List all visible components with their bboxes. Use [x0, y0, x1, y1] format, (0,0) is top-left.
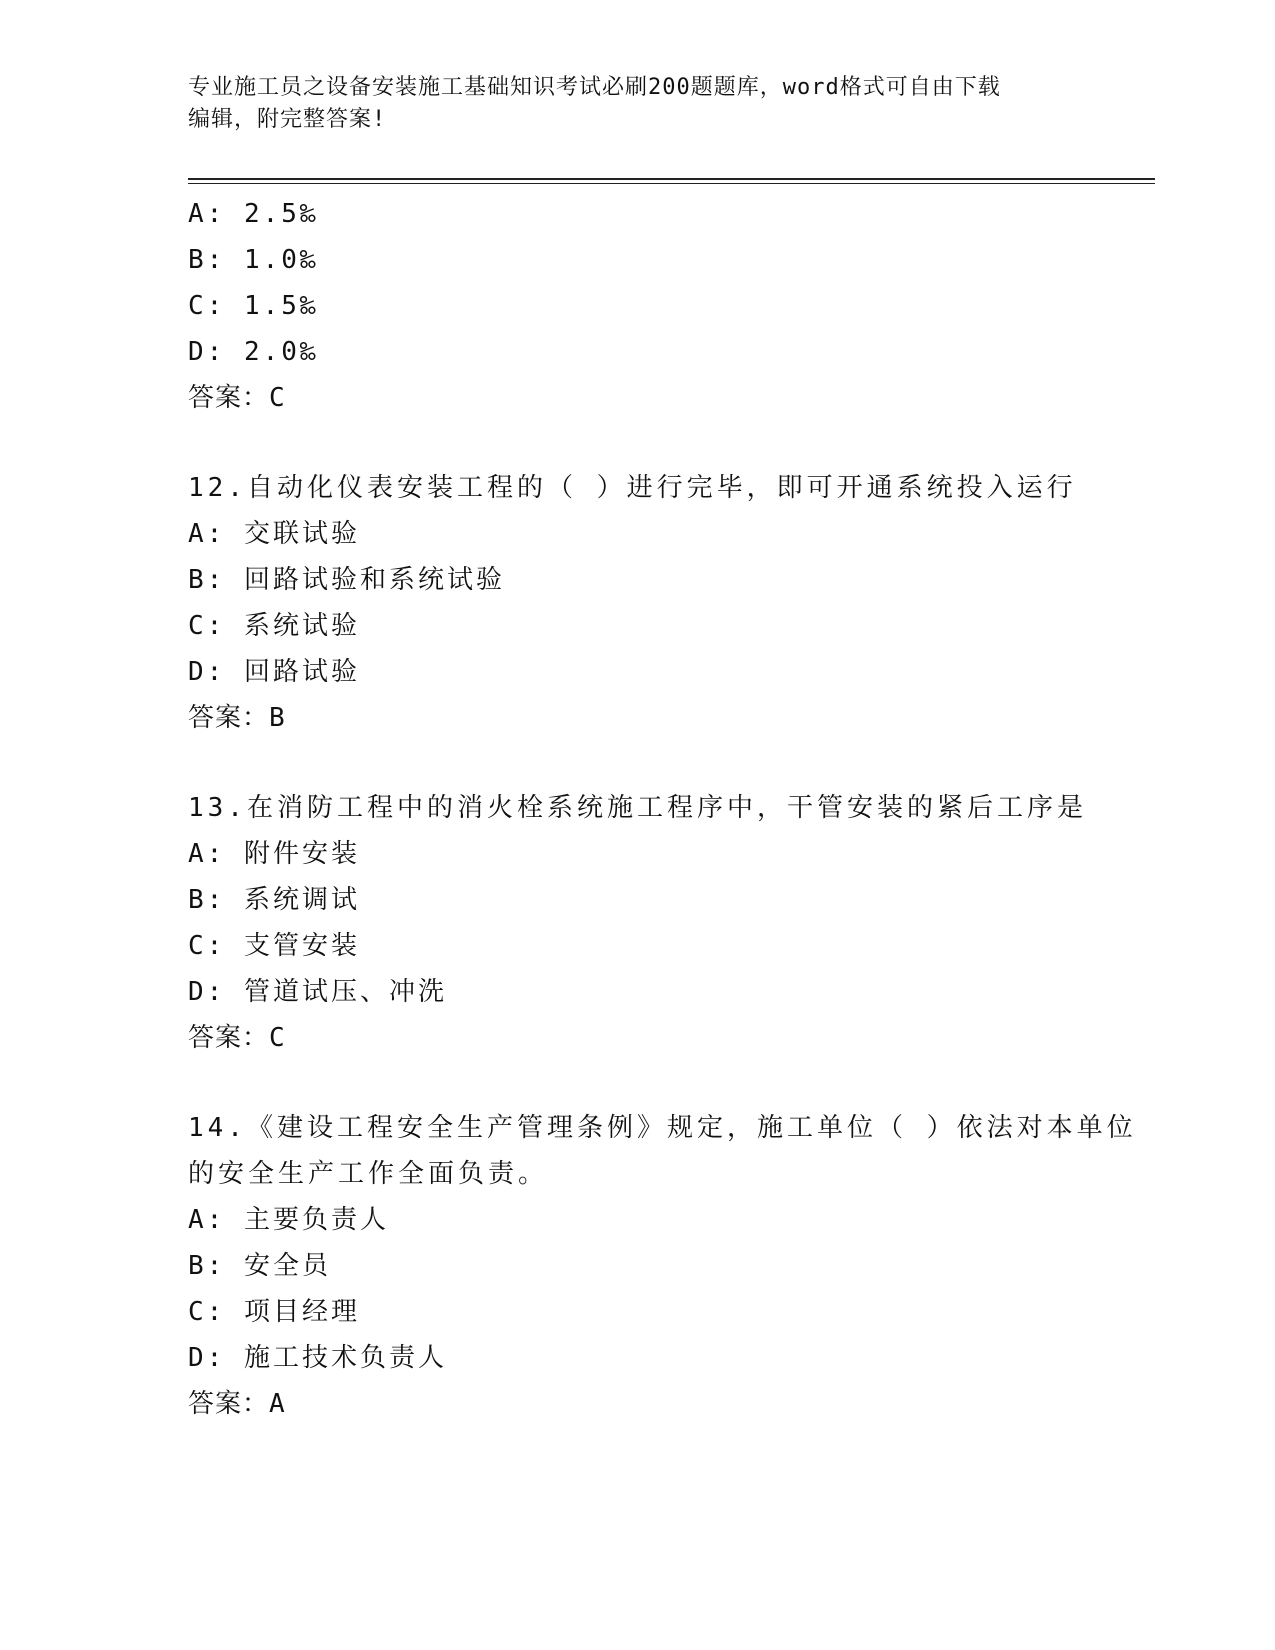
answer-line	[188, 1381, 1148, 1427]
option-d: D: 2.0‰	[188, 337, 319, 367]
answer-value: C	[269, 383, 286, 413]
question-block-11-fragment	[188, 191, 1148, 421]
option-b: B: 回路试验和系统试验	[188, 565, 505, 595]
question-block-12	[188, 465, 1148, 741]
question-text: 12.自动化仪表安装工程的（ ）进行完毕，即可开通系统投入运行	[188, 473, 1077, 503]
spacer	[188, 1061, 1148, 1105]
header-line-1: 专业施工员之设备安装施工基础知识考试必刷200题题库，word格式可自由下载	[188, 75, 1001, 100]
option-b: B: 安全员	[188, 1251, 331, 1281]
option-d: D: 回路试验	[188, 657, 360, 687]
document-header	[188, 72, 1068, 136]
option-d: D: 施工技术负责人	[188, 1343, 447, 1373]
header-line-2: 编辑，附完整答案!	[188, 107, 387, 132]
option-a: A: 交联试验	[188, 519, 360, 549]
question-block-13	[188, 785, 1148, 1061]
header-divider-thin	[188, 183, 1155, 184]
option-b: B: 系统调试	[188, 885, 360, 915]
answer-value: A	[269, 1389, 286, 1419]
answer-value: B	[269, 703, 286, 733]
answer-line	[188, 695, 1148, 741]
option-c: C: 系统试验	[188, 611, 360, 641]
option-a: A: 2.5‰	[188, 199, 319, 229]
spacer	[188, 741, 1148, 785]
option-a: A: 附件安装	[188, 839, 360, 869]
answer-line	[188, 1015, 1148, 1061]
question-text: 14.《建设工程安全生产管理条例》规定，施工单位（ ）依法对本单位的安全生产工作全面负责。	[188, 1113, 1137, 1189]
question-list	[188, 191, 1148, 1427]
spacer	[188, 421, 1148, 465]
question-block-14	[188, 1105, 1148, 1427]
answer-label: 答案：	[188, 1389, 270, 1419]
question-text: 13.在消防工程中的消火栓系统施工程序中，干管安装的紧后工序是	[188, 793, 1087, 823]
answer-label: 答案：	[188, 383, 270, 413]
answer-value: C	[269, 1023, 286, 1053]
answer-label: 答案：	[188, 703, 270, 733]
option-b: B: 1.0‰	[188, 245, 319, 275]
option-d: D: 管道试压、冲洗	[188, 977, 447, 1007]
option-c: C: 1.5‰	[188, 291, 319, 321]
option-c: C: 项目经理	[188, 1297, 360, 1327]
answer-label: 答案：	[188, 1023, 270, 1053]
option-a: A: 主要负责人	[188, 1205, 389, 1235]
option-c: C: 支管安装	[188, 931, 360, 961]
answer-line	[188, 375, 1148, 421]
header-divider-thick	[188, 178, 1155, 180]
